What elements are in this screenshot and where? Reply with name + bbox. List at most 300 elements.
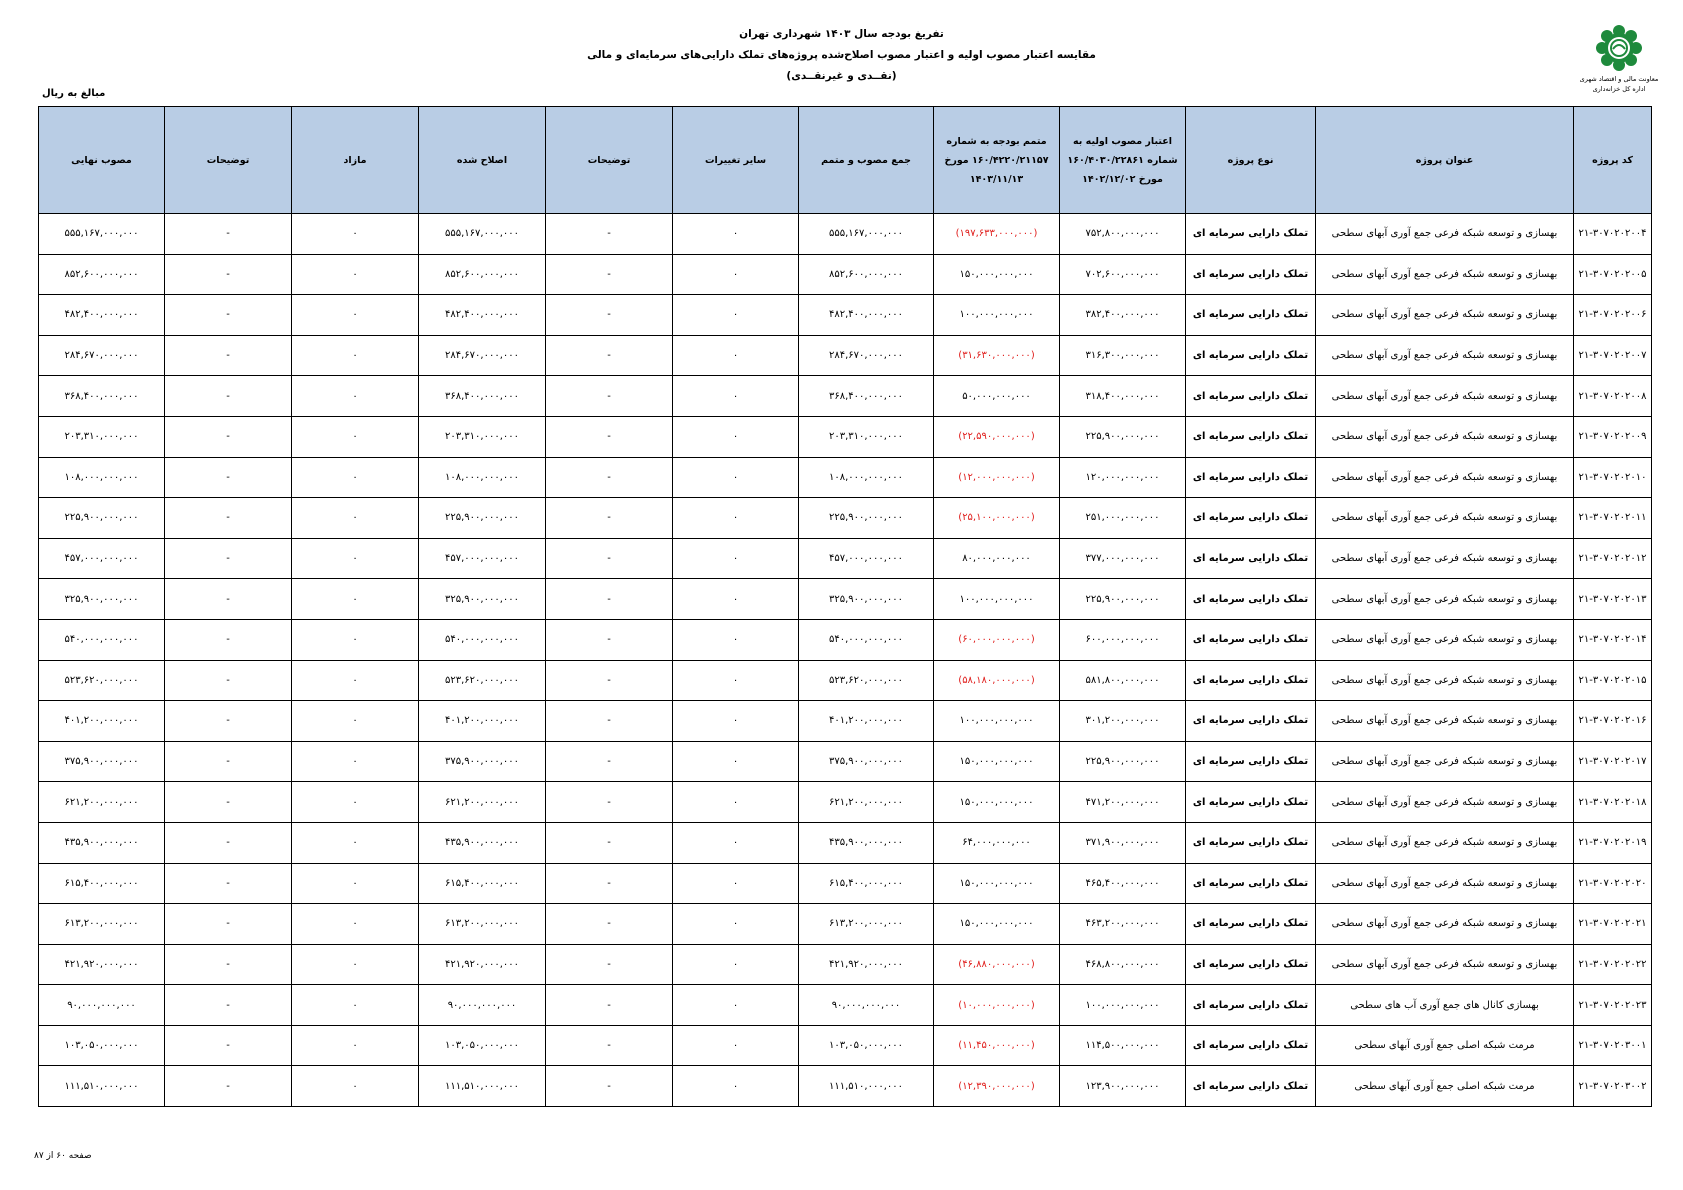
cell-initial: ۱۰۰,۰۰۰,۰۰۰,۰۰۰ [1060,985,1186,1026]
cell-surplus: ۰ [292,944,419,985]
cell-sum: ۹۰,۰۰۰,۰۰۰,۰۰۰ [799,985,934,1026]
cell-notes-2: - [165,904,292,945]
cell-title: بهسازی و توسعه شبکه فرعی جمع آوری آبهای سطحی [1316,782,1574,823]
cell-title: بهسازی و توسعه شبکه فرعی جمع آوری آبهای سطحی [1316,701,1574,742]
cell-notes-1: - [546,782,673,823]
cell-type: تملک دارایی سرمایه ای [1186,619,1316,660]
cell-sum: ۶۱۳,۲۰۰,۰۰۰,۰۰۰ [799,904,934,945]
cell-initial: ۳۱۸,۴۰۰,۰۰۰,۰۰۰ [1060,376,1186,417]
cell-final: ۵۲۳,۶۲۰,۰۰۰,۰۰۰ [39,660,165,701]
cell-revised: ۲۲۵,۹۰۰,۰۰۰,۰۰۰ [419,498,546,539]
cell-sum: ۶۱۵,۴۰۰,۰۰۰,۰۰۰ [799,863,934,904]
cell-surplus: ۰ [292,1066,419,1107]
cell-supplement: (۲۲,۵۹۰,۰۰۰,۰۰۰) [934,416,1060,457]
cell-sum: ۲۲۵,۹۰۰,۰۰۰,۰۰۰ [799,498,934,539]
cell-revised: ۳۶۸,۴۰۰,۰۰۰,۰۰۰ [419,376,546,417]
cell-sum: ۴۸۲,۴۰۰,۰۰۰,۰۰۰ [799,295,934,336]
cell-notes-2: - [165,538,292,579]
cell-notes-2: - [165,822,292,863]
table-row [39,295,1652,336]
cell-final: ۵۵۵,۱۶۷,۰۰۰,۰۰۰ [39,214,165,255]
cell-code: ۲۱-۳۰۷۰۲۰۳۰۰۱ [1574,1025,1652,1066]
col-header-notes-2: توضیحات [165,107,292,214]
currency-unit-note: مبالغ به ریال [42,88,106,99]
col-header-type: نوع پروژه [1186,107,1316,214]
cell-other-changes: ۰ [673,1025,799,1066]
cell-revised: ۵۲۳,۶۲۰,۰۰۰,۰۰۰ [419,660,546,701]
table-row [39,619,1652,660]
cell-initial: ۱۲۰,۰۰۰,۰۰۰,۰۰۰ [1060,457,1186,498]
table-row [39,214,1652,255]
cell-supplement: (۱۲,۳۹۰,۰۰۰,۰۰۰) [934,1066,1060,1107]
cell-notes-1: - [546,498,673,539]
cell-type: تملک دارایی سرمایه ای [1186,1066,1316,1107]
cell-supplement: ۱۵۰,۰۰۰,۰۰۰,۰۰۰ [934,904,1060,945]
cell-initial: ۴۶۸,۸۰۰,۰۰۰,۰۰۰ [1060,944,1186,985]
col-header-title: عنوان پروژه [1316,107,1574,214]
cell-initial: ۲۵۱,۰۰۰,۰۰۰,۰۰۰ [1060,498,1186,539]
cell-notes-1: - [546,376,673,417]
cell-notes-1: - [546,254,673,295]
cell-surplus: ۰ [292,660,419,701]
cell-type: تملک دارایی سرمایه ای [1186,701,1316,742]
municipality-logo [1560,22,1678,94]
cell-revised: ۱۱۱,۵۱۰,۰۰۰,۰۰۰ [419,1066,546,1107]
table-row [39,1025,1652,1066]
cell-code: ۲۱-۳۰۷۰۲۰۲۰۰۵ [1574,254,1652,295]
cell-surplus: ۰ [292,538,419,579]
cell-notes-1: - [546,1025,673,1066]
cell-notes-1: - [546,416,673,457]
cell-notes-1: - [546,822,673,863]
cell-title: بهسازی و توسعه شبکه فرعی جمع آوری آبهای سطحی [1316,457,1574,498]
cell-surplus: ۰ [292,904,419,945]
cell-surplus: ۰ [292,214,419,255]
cell-other-changes: ۰ [673,985,799,1026]
cell-notes-2: - [165,579,292,620]
cell-notes-2: - [165,660,292,701]
cell-title: بهسازی و توسعه شبکه فرعی جمع آوری آبهای سطحی [1316,741,1574,782]
cell-supplement: (۱۰,۰۰۰,۰۰۰,۰۰۰) [934,985,1060,1026]
table-row [39,782,1652,823]
cell-code: ۲۱-۳۰۷۰۲۰۲۰۲۲ [1574,944,1652,985]
cell-title: بهسازی و توسعه شبکه فرعی جمع آوری آبهای سطحی [1316,822,1574,863]
table-row [39,416,1652,457]
cell-initial: ۴۶۳,۲۰۰,۰۰۰,۰۰۰ [1060,904,1186,945]
col-header-code: کد پروژه [1574,107,1652,214]
cell-notes-1: - [546,741,673,782]
cell-sum: ۵۴۰,۰۰۰,۰۰۰,۰۰۰ [799,619,934,660]
col-header-sum: جمع مصوب و متمم [799,107,934,214]
cell-notes-2: - [165,295,292,336]
cell-title: بهسازی و توسعه شبکه فرعی جمع آوری آبهای سطحی [1316,944,1574,985]
cell-sum: ۳۲۵,۹۰۰,۰۰۰,۰۰۰ [799,579,934,620]
cell-initial: ۲۲۵,۹۰۰,۰۰۰,۰۰۰ [1060,416,1186,457]
col-header-final: مصوب نهایی [39,107,165,214]
cell-notes-2: - [165,376,292,417]
cell-other-changes: ۰ [673,335,799,376]
cell-other-changes: ۰ [673,863,799,904]
cell-surplus: ۰ [292,579,419,620]
table-body [39,214,1652,1107]
report-title: تفریغ بودجه سال ۱۴۰۳ شهرداری تهران [739,28,944,40]
table-row [39,1066,1652,1107]
cell-notes-2: - [165,457,292,498]
cell-surplus: ۰ [292,741,419,782]
cell-title: بهسازی و توسعه شبکه فرعی جمع آوری آبهای سطحی [1316,416,1574,457]
table-row [39,822,1652,863]
cell-revised: ۴۳۵,۹۰۰,۰۰۰,۰۰۰ [419,822,546,863]
cell-sum: ۵۵۵,۱۶۷,۰۰۰,۰۰۰ [799,214,934,255]
cell-code: ۲۱-۳۰۷۰۲۰۲۰۱۴ [1574,619,1652,660]
report-title-block [0,24,1683,87]
cell-type: تملک دارایی سرمایه ای [1186,863,1316,904]
table-row [39,985,1652,1026]
col-header-surplus: مازاد [292,107,419,214]
cell-revised: ۲۸۴,۶۷۰,۰۰۰,۰۰۰ [419,335,546,376]
cell-type: تملک دارایی سرمایه ای [1186,782,1316,823]
cell-supplement: ۶۴,۰۰۰,۰۰۰,۰۰۰ [934,822,1060,863]
cell-type: تملک دارایی سرمایه ای [1186,376,1316,417]
cell-supplement: (۱۲,۰۰۰,۰۰۰,۰۰۰) [934,457,1060,498]
cell-other-changes: ۰ [673,701,799,742]
cell-final: ۴۲۱,۹۲۰,۰۰۰,۰۰۰ [39,944,165,985]
cell-final: ۲۲۵,۹۰۰,۰۰۰,۰۰۰ [39,498,165,539]
cell-final: ۹۰,۰۰۰,۰۰۰,۰۰۰ [39,985,165,1026]
cell-revised: ۶۱۳,۲۰۰,۰۰۰,۰۰۰ [419,904,546,945]
cell-title: بهسازی و توسعه شبکه فرعی جمع آوری آبهای سطحی [1316,863,1574,904]
table-row [39,376,1652,417]
table-row [39,335,1652,376]
cell-code: ۲۱-۳۰۷۰۲۰۲۰۲۳ [1574,985,1652,1026]
cell-title: بهسازی و توسعه شبکه فرعی جمع آوری آبهای سطحی [1316,904,1574,945]
table-row [39,579,1652,620]
cell-final: ۶۲۱,۲۰۰,۰۰۰,۰۰۰ [39,782,165,823]
cell-type: تملک دارایی سرمایه ای [1186,457,1316,498]
cell-surplus: ۰ [292,498,419,539]
cell-type: تملک دارایی سرمایه ای [1186,944,1316,985]
cell-notes-2: - [165,701,292,742]
cell-supplement: ۱۰۰,۰۰۰,۰۰۰,۰۰۰ [934,295,1060,336]
cell-revised: ۴۵۷,۰۰۰,۰۰۰,۰۰۰ [419,538,546,579]
cell-sum: ۸۵۲,۶۰۰,۰۰۰,۰۰۰ [799,254,934,295]
cell-code: ۲۱-۳۰۷۰۲۰۲۰۱۳ [1574,579,1652,620]
cell-code: ۲۱-۳۰۷۰۲۰۲۰۱۷ [1574,741,1652,782]
cell-notes-1: - [546,335,673,376]
table-row [39,254,1652,295]
cell-notes-1: - [546,701,673,742]
cell-revised: ۴۸۲,۴۰۰,۰۰۰,۰۰۰ [419,295,546,336]
cell-title: بهسازی و توسعه شبکه فرعی جمع آوری آبهای سطحی [1316,295,1574,336]
cell-revised: ۵۵۵,۱۶۷,۰۰۰,۰۰۰ [419,214,546,255]
cell-initial: ۳۱۶,۳۰۰,۰۰۰,۰۰۰ [1060,335,1186,376]
cell-supplement: ۱۵۰,۰۰۰,۰۰۰,۰۰۰ [934,863,1060,904]
cell-final: ۳۷۵,۹۰۰,۰۰۰,۰۰۰ [39,741,165,782]
cell-sum: ۴۳۵,۹۰۰,۰۰۰,۰۰۰ [799,822,934,863]
cell-other-changes: ۰ [673,741,799,782]
cell-type: تملک دارایی سرمایه ای [1186,822,1316,863]
cell-final: ۵۴۰,۰۰۰,۰۰۰,۰۰۰ [39,619,165,660]
cell-revised: ۳۷۵,۹۰۰,۰۰۰,۰۰۰ [419,741,546,782]
cell-initial: ۷۵۲,۸۰۰,۰۰۰,۰۰۰ [1060,214,1186,255]
cell-initial: ۲۲۵,۹۰۰,۰۰۰,۰۰۰ [1060,579,1186,620]
col-header-supplement: متمم بودجه به شماره ۱۶۰/۴۲۲۰/۲۱۱۵۷ مورخ ۱۴۰۳/۱۱/۱۳ [934,107,1060,214]
cell-code: ۲۱-۳۰۷۰۲۰۲۰۲۱ [1574,904,1652,945]
cell-type: تملک دارایی سرمایه ای [1186,1025,1316,1066]
cell-supplement: ۱۰۰,۰۰۰,۰۰۰,۰۰۰ [934,701,1060,742]
cell-notes-1: - [546,579,673,620]
cell-type: تملک دارایی سرمایه ای [1186,214,1316,255]
cell-title: بهسازی و توسعه شبکه فرعی جمع آوری آبهای سطحی [1316,214,1574,255]
cell-title: بهسازی کانال های جمع آوری آب های سطحی [1316,985,1574,1026]
cell-title: بهسازی و توسعه شبکه فرعی جمع آوری آبهای سطحی [1316,619,1574,660]
table-row [39,741,1652,782]
cell-surplus: ۰ [292,335,419,376]
cell-notes-1: - [546,863,673,904]
cell-notes-2: - [165,944,292,985]
cell-type: تملک دارایی سرمایه ای [1186,254,1316,295]
cell-notes-1: - [546,985,673,1026]
cell-type: تملک دارایی سرمایه ای [1186,295,1316,336]
cell-revised: ۶۲۱,۲۰۰,۰۰۰,۰۰۰ [419,782,546,823]
table-row [39,457,1652,498]
cell-supplement: (۱۱,۴۵۰,۰۰۰,۰۰۰) [934,1025,1060,1066]
cell-sum: ۱۰۳,۰۵۰,۰۰۰,۰۰۰ [799,1025,934,1066]
cell-initial: ۶۰۰,۰۰۰,۰۰۰,۰۰۰ [1060,619,1186,660]
cell-initial: ۷۰۲,۶۰۰,۰۰۰,۰۰۰ [1060,254,1186,295]
cell-type: تملک دارایی سرمایه ای [1186,498,1316,539]
logo-org-line1: معاونت مالی و اقتصاد شهری [1579,75,1659,83]
cell-sum: ۳۶۸,۴۰۰,۰۰۰,۰۰۰ [799,376,934,417]
cell-final: ۴۰۱,۲۰۰,۰۰۰,۰۰۰ [39,701,165,742]
tehran-municipality-emblem-icon [1593,22,1645,74]
cell-initial: ۵۸۱,۸۰۰,۰۰۰,۰۰۰ [1060,660,1186,701]
cell-notes-1: - [546,944,673,985]
cell-title: بهسازی و توسعه شبکه فرعی جمع آوری آبهای سطحی [1316,376,1574,417]
cell-initial: ۴۷۱,۲۰۰,۰۰۰,۰۰۰ [1060,782,1186,823]
report-subtitle: مقایسه اعتبار مصوب اولیه و اعتبار مصوب اصلاح‌شده پروژه‌های تملک دارایی‌های سرمایه‌ای و مالی [587,49,1096,61]
cell-final: ۴۳۵,۹۰۰,۰۰۰,۰۰۰ [39,822,165,863]
table-row [39,538,1652,579]
cell-type: تملک دارایی سرمایه ای [1186,985,1316,1026]
cell-revised: ۵۴۰,۰۰۰,۰۰۰,۰۰۰ [419,619,546,660]
cell-notes-2: - [165,254,292,295]
cell-final: ۴۵۷,۰۰۰,۰۰۰,۰۰۰ [39,538,165,579]
cell-revised: ۲۰۳,۳۱۰,۰۰۰,۰۰۰ [419,416,546,457]
cell-other-changes: ۰ [673,822,799,863]
cell-supplement: ۱۵۰,۰۰۰,۰۰۰,۰۰۰ [934,741,1060,782]
cell-title: بهسازی و توسعه شبکه فرعی جمع آوری آبهای سطحی [1316,254,1574,295]
cell-final: ۱۱۱,۵۱۰,۰۰۰,۰۰۰ [39,1066,165,1107]
cell-surplus: ۰ [292,619,419,660]
cell-sum: ۴۰۱,۲۰۰,۰۰۰,۰۰۰ [799,701,934,742]
cell-other-changes: ۰ [673,944,799,985]
cell-final: ۱۰۸,۰۰۰,۰۰۰,۰۰۰ [39,457,165,498]
table-row [39,904,1652,945]
cell-notes-2: - [165,416,292,457]
cell-code: ۲۱-۳۰۷۰۲۰۲۰۰۴ [1574,214,1652,255]
cell-sum: ۴۵۷,۰۰۰,۰۰۰,۰۰۰ [799,538,934,579]
cell-other-changes: ۰ [673,214,799,255]
cell-notes-1: - [546,457,673,498]
cell-surplus: ۰ [292,457,419,498]
cell-title: بهسازی و توسعه شبکه فرعی جمع آوری آبهای سطحی [1316,498,1574,539]
cell-code: ۲۱-۳۰۷۰۲۰۳۰۰۲ [1574,1066,1652,1107]
cell-supplement: (۳۱,۶۳۰,۰۰۰,۰۰۰) [934,335,1060,376]
cell-initial: ۲۲۵,۹۰۰,۰۰۰,۰۰۰ [1060,741,1186,782]
cell-type: تملک دارایی سرمایه ای [1186,335,1316,376]
cell-title: بهسازی و توسعه شبکه فرعی جمع آوری آبهای سطحی [1316,538,1574,579]
cell-revised: ۸۵۲,۶۰۰,۰۰۰,۰۰۰ [419,254,546,295]
cell-surplus: ۰ [292,863,419,904]
cell-revised: ۳۲۵,۹۰۰,۰۰۰,۰۰۰ [419,579,546,620]
cell-notes-2: - [165,498,292,539]
cell-other-changes: ۰ [673,619,799,660]
report-subtitle-cash: (نقــدی و غیرنقــدی) [786,70,897,82]
cell-other-changes: ۰ [673,660,799,701]
cell-title: بهسازی و توسعه شبکه فرعی جمع آوری آبهای سطحی [1316,335,1574,376]
cell-final: ۱۰۳,۰۵۰,۰۰۰,۰۰۰ [39,1025,165,1066]
page-number: صفحه ۶۰ از ۸۷ [34,1151,92,1161]
cell-sum: ۶۲۱,۲۰۰,۰۰۰,۰۰۰ [799,782,934,823]
cell-code: ۲۱-۳۰۷۰۲۰۲۰۱۹ [1574,822,1652,863]
cell-revised: ۶۱۵,۴۰۰,۰۰۰,۰۰۰ [419,863,546,904]
cell-type: تملک دارایی سرمایه ای [1186,579,1316,620]
cell-code: ۲۱-۳۰۷۰۲۰۲۰۱۰ [1574,457,1652,498]
cell-code: ۲۱-۳۰۷۰۲۰۲۰۱۸ [1574,782,1652,823]
cell-surplus: ۰ [292,295,419,336]
cell-surplus: ۰ [292,782,419,823]
col-header-other-changes: سایر تغییرات [673,107,799,214]
cell-supplement: ۱۵۰,۰۰۰,۰۰۰,۰۰۰ [934,782,1060,823]
cell-title: مرمت شبکه اصلی جمع آوری آبهای سطحی [1316,1066,1574,1107]
cell-code: ۲۱-۳۰۷۰۲۰۲۰۰۷ [1574,335,1652,376]
cell-final: ۶۱۳,۲۰۰,۰۰۰,۰۰۰ [39,904,165,945]
cell-supplement: (۵۸,۱۸۰,۰۰۰,۰۰۰) [934,660,1060,701]
cell-initial: ۳۸۲,۴۰۰,۰۰۰,۰۰۰ [1060,295,1186,336]
cell-sum: ۱۰۸,۰۰۰,۰۰۰,۰۰۰ [799,457,934,498]
cell-sum: ۴۲۱,۹۲۰,۰۰۰,۰۰۰ [799,944,934,985]
cell-code: ۲۱-۳۰۷۰۲۰۲۰۱۶ [1574,701,1652,742]
cell-supplement: ۵۰,۰۰۰,۰۰۰,۰۰۰ [934,376,1060,417]
table-row [39,863,1652,904]
cell-revised: ۹۰,۰۰۰,۰۰۰,۰۰۰ [419,985,546,1026]
cell-supplement: (۶۰,۰۰۰,۰۰۰,۰۰۰) [934,619,1060,660]
cell-title: مرمت شبکه اصلی جمع آوری آبهای سطحی [1316,1025,1574,1066]
cell-other-changes: ۰ [673,376,799,417]
table-row [39,944,1652,985]
cell-surplus: ۰ [292,985,419,1026]
cell-notes-1: - [546,295,673,336]
cell-title: بهسازی و توسعه شبکه فرعی جمع آوری آبهای سطحی [1316,579,1574,620]
cell-surplus: ۰ [292,822,419,863]
cell-notes-2: - [165,1025,292,1066]
cell-notes-2: - [165,335,292,376]
cell-supplement: (۲۵,۱۰۰,۰۰۰,۰۰۰) [934,498,1060,539]
cell-code: ۲۱-۳۰۷۰۲۰۲۰۰۶ [1574,295,1652,336]
cell-supplement: (۴۶,۸۸۰,۰۰۰,۰۰۰) [934,944,1060,985]
cell-notes-2: - [165,863,292,904]
cell-notes-2: - [165,214,292,255]
budget-table [38,106,1652,1107]
cell-final: ۶۱۵,۴۰۰,۰۰۰,۰۰۰ [39,863,165,904]
cell-initial: ۱۲۳,۹۰۰,۰۰۰,۰۰۰ [1060,1066,1186,1107]
cell-supplement: ۱۵۰,۰۰۰,۰۰۰,۰۰۰ [934,254,1060,295]
cell-surplus: ۰ [292,254,419,295]
cell-other-changes: ۰ [673,457,799,498]
cell-notes-2: - [165,1066,292,1107]
cell-notes-2: - [165,985,292,1026]
col-header-notes-1: توضیحات [546,107,673,214]
cell-initial: ۳۷۱,۹۰۰,۰۰۰,۰۰۰ [1060,822,1186,863]
cell-other-changes: ۰ [673,579,799,620]
cell-type: تملک دارایی سرمایه ای [1186,538,1316,579]
cell-code: ۲۱-۳۰۷۰۲۰۲۰۱۵ [1574,660,1652,701]
cell-code: ۲۱-۳۰۷۰۲۰۲۰۱۲ [1574,538,1652,579]
cell-final: ۳۶۸,۴۰۰,۰۰۰,۰۰۰ [39,376,165,417]
cell-notes-1: - [546,214,673,255]
cell-other-changes: ۰ [673,254,799,295]
cell-code: ۲۱-۳۰۷۰۲۰۲۰۰۹ [1574,416,1652,457]
cell-code: ۲۱-۳۰۷۰۲۰۲۰۱۱ [1574,498,1652,539]
cell-notes-1: - [546,538,673,579]
cell-title: بهسازی و توسعه شبکه فرعی جمع آوری آبهای سطحی [1316,660,1574,701]
cell-notes-1: - [546,904,673,945]
cell-sum: ۱۱۱,۵۱۰,۰۰۰,۰۰۰ [799,1066,934,1107]
cell-surplus: ۰ [292,376,419,417]
cell-other-changes: ۰ [673,538,799,579]
cell-notes-1: - [546,619,673,660]
cell-type: تملک دارایی سرمایه ای [1186,416,1316,457]
cell-sum: ۲۸۴,۶۷۰,۰۰۰,۰۰۰ [799,335,934,376]
cell-surplus: ۰ [292,416,419,457]
cell-supplement: (۱۹۷,۶۳۳,۰۰۰,۰۰۰) [934,214,1060,255]
table-row [39,660,1652,701]
cell-revised: ۴۰۱,۲۰۰,۰۰۰,۰۰۰ [419,701,546,742]
cell-other-changes: ۰ [673,1066,799,1107]
col-header-initial: اعتبار مصوب اولیه به شماره ۱۶۰/۴۰۳۰/۲۲۸۶۱ مورخ ۱۴۰۲/۱۲/۰۲ [1060,107,1186,214]
cell-revised: ۱۰۳,۰۵۰,۰۰۰,۰۰۰ [419,1025,546,1066]
cell-code: ۲۱-۳۰۷۰۲۰۲۰۰۸ [1574,376,1652,417]
cell-other-changes: ۰ [673,416,799,457]
cell-other-changes: ۰ [673,782,799,823]
cell-initial: ۱۱۴,۵۰۰,۰۰۰,۰۰۰ [1060,1025,1186,1066]
cell-final: ۳۲۵,۹۰۰,۰۰۰,۰۰۰ [39,579,165,620]
cell-notes-2: - [165,782,292,823]
cell-other-changes: ۰ [673,498,799,539]
cell-initial: ۳۷۷,۰۰۰,۰۰۰,۰۰۰ [1060,538,1186,579]
cell-type: تملک دارایی سرمایه ای [1186,660,1316,701]
logo-org-line2: اداره کل خزانه‌داری [1592,85,1646,93]
col-header-revised: اصلاح شده [419,107,546,214]
cell-notes-2: - [165,619,292,660]
cell-notes-1: - [546,660,673,701]
cell-final: ۴۸۲,۴۰۰,۰۰۰,۰۰۰ [39,295,165,336]
cell-supplement: ۸۰,۰۰۰,۰۰۰,۰۰۰ [934,538,1060,579]
cell-final: ۲۰۳,۳۱۰,۰۰۰,۰۰۰ [39,416,165,457]
cell-other-changes: ۰ [673,295,799,336]
cell-sum: ۲۰۳,۳۱۰,۰۰۰,۰۰۰ [799,416,934,457]
cell-sum: ۵۲۳,۶۲۰,۰۰۰,۰۰۰ [799,660,934,701]
cell-code: ۲۱-۳۰۷۰۲۰۲۰۲۰ [1574,863,1652,904]
cell-final: ۸۵۲,۶۰۰,۰۰۰,۰۰۰ [39,254,165,295]
table-row [39,701,1652,742]
table-header-row [39,107,1652,214]
cell-supplement: ۱۰۰,۰۰۰,۰۰۰,۰۰۰ [934,579,1060,620]
cell-revised: ۴۲۱,۹۲۰,۰۰۰,۰۰۰ [419,944,546,985]
cell-surplus: ۰ [292,1025,419,1066]
cell-initial: ۴۶۵,۴۰۰,۰۰۰,۰۰۰ [1060,863,1186,904]
